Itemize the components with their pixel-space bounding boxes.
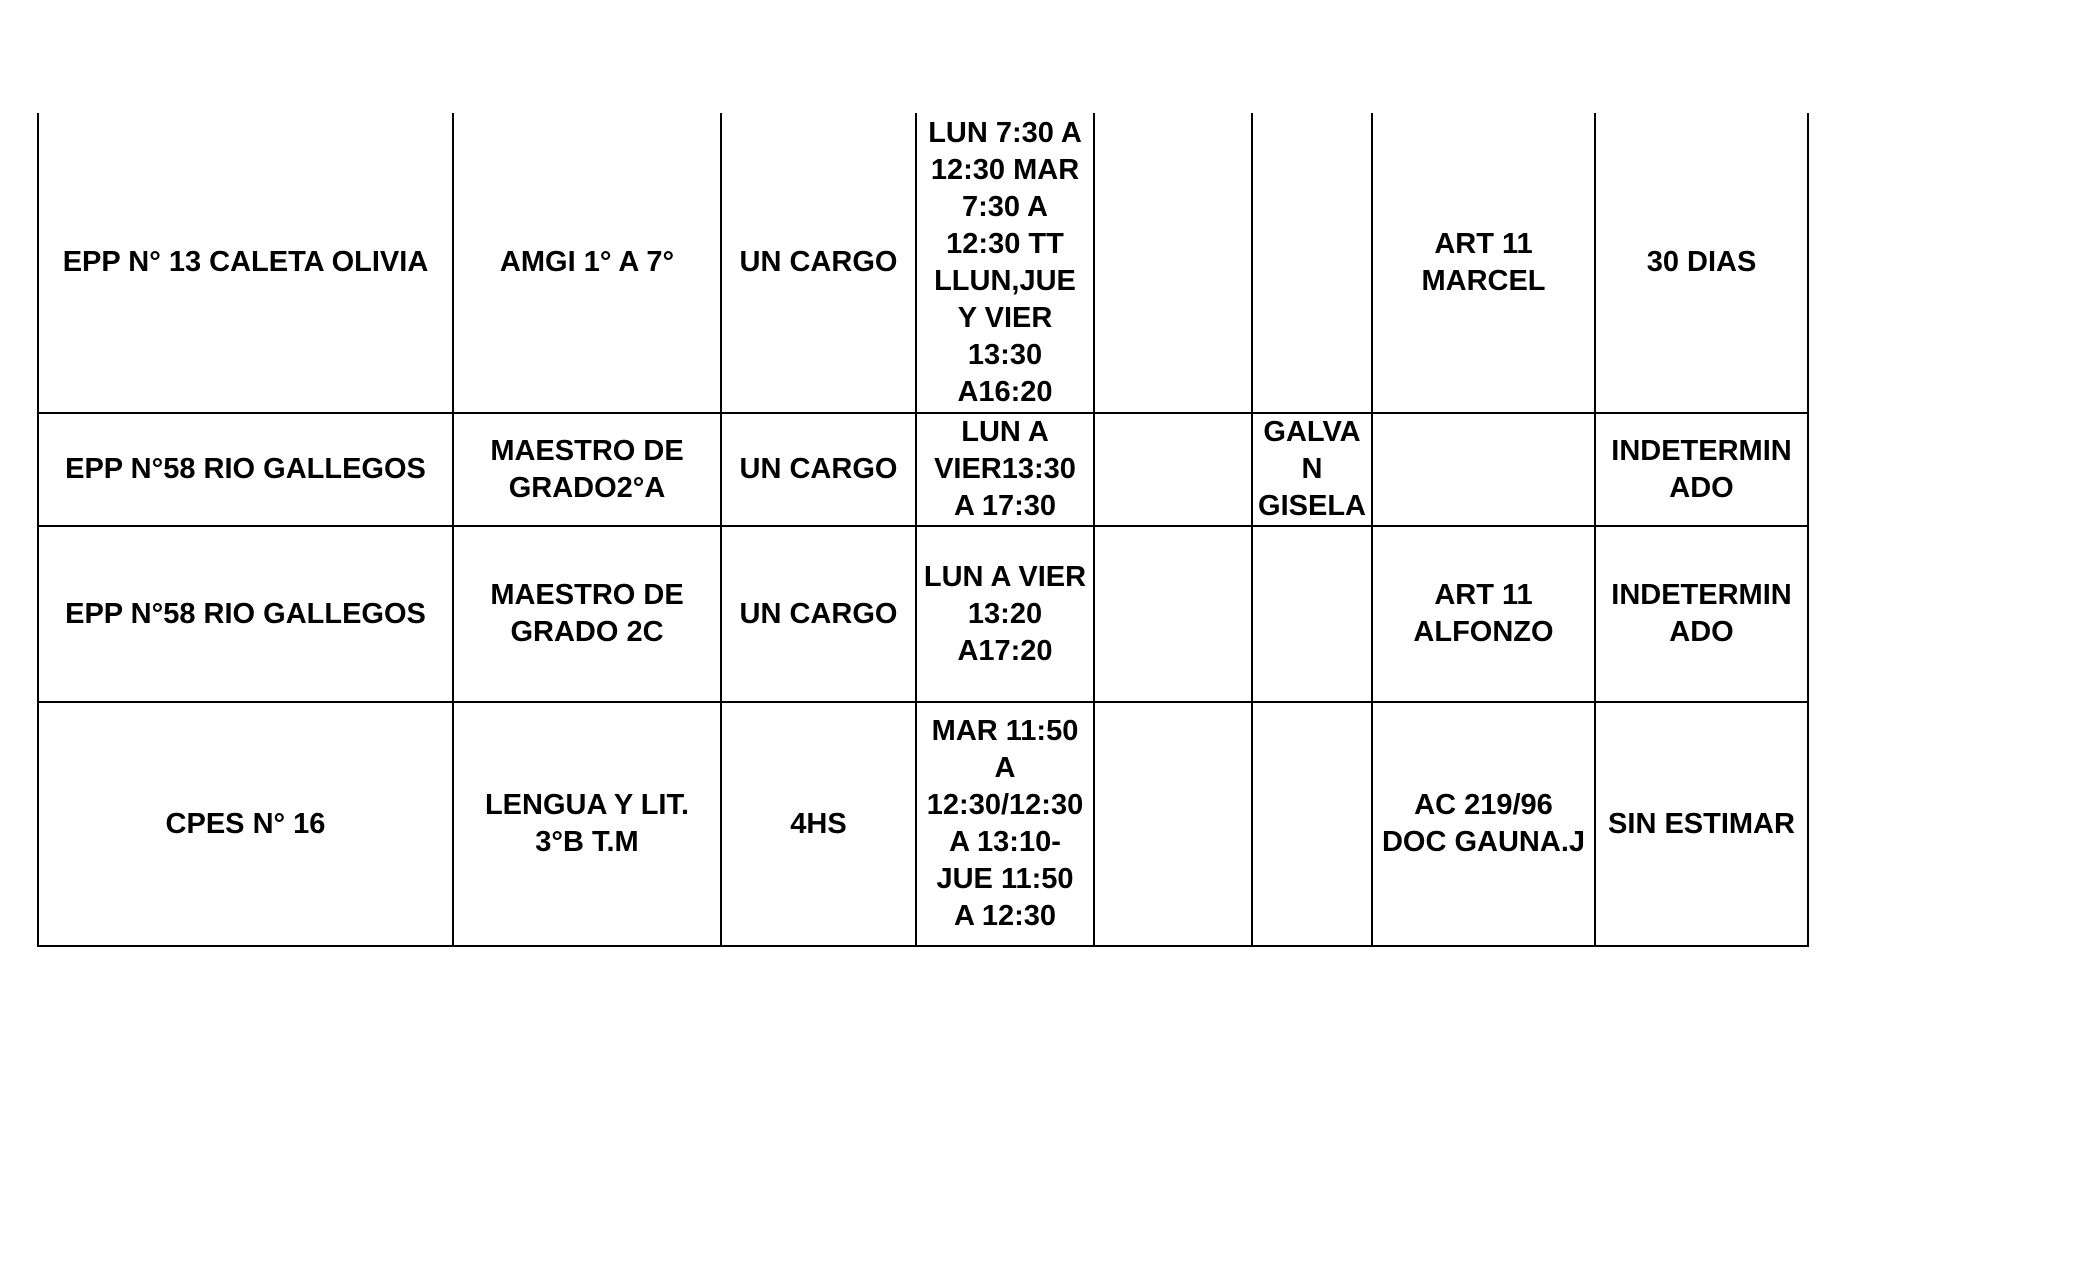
subject-cell[interactable]: MAESTRO DE GRADO 2C [453, 526, 721, 702]
school-cell[interactable]: EPP N° 13 CALETA OLIVIA [38, 113, 453, 413]
duration-cell[interactable]: INDETERMIN ADO [1595, 526, 1808, 702]
school-cell[interactable]: EPP N°58 RIO GALLEGOS [38, 413, 453, 526]
table-row [38, 413, 1808, 526]
reason-cell[interactable]: AC 219/96 DOC GAUNA.J [1372, 702, 1595, 946]
duration-cell[interactable]: SIN ESTIMAR [1595, 702, 1808, 946]
duration-cell[interactable]: INDETERMIN ADO [1595, 413, 1808, 526]
empty-cell[interactable] [1094, 413, 1252, 526]
empty-cell[interactable] [1094, 113, 1252, 413]
empty-cell[interactable] [1094, 526, 1252, 702]
holder-cell[interactable]: GALVA N GISELA [1252, 413, 1372, 526]
empty-cell[interactable] [1094, 702, 1252, 946]
school-cell[interactable]: EPP N°58 RIO GALLEGOS [38, 526, 453, 702]
reason-cell[interactable] [1372, 413, 1595, 526]
school-cell[interactable]: CPES N° 16 [38, 702, 453, 946]
subject-cell[interactable]: AMGI 1° A 7° [453, 113, 721, 413]
schedule-table [37, 113, 1809, 947]
holder-cell[interactable] [1252, 113, 1372, 413]
table-row [38, 526, 1808, 702]
reason-cell[interactable]: ART 11 MARCEL [1372, 113, 1595, 413]
subject-cell[interactable]: MAESTRO DE GRADO2°A [453, 413, 721, 526]
table-row [38, 113, 1808, 413]
workload-cell[interactable]: UN CARGO [721, 526, 916, 702]
duration-cell[interactable]: 30 DIAS [1595, 113, 1808, 413]
workload-cell[interactable]: UN CARGO [721, 413, 916, 526]
table-row [38, 702, 1808, 946]
schedule-cell[interactable]: LUN 7:30 A 12:30 MAR 7:30 A 12:30 TT LLUN,JUE Y VIER 13:30 A16:20 [916, 113, 1094, 413]
reason-cell[interactable]: ART 11 ALFONZO [1372, 526, 1595, 702]
workload-cell[interactable]: UN CARGO [721, 113, 916, 413]
schedule-cell[interactable]: MAR 11:50 A 12:30/12:30 A 13:10- JUE 11:50 A 12:30 [916, 702, 1094, 946]
holder-cell[interactable] [1252, 702, 1372, 946]
workload-cell[interactable]: 4HS [721, 702, 916, 946]
subject-cell[interactable]: LENGUA Y LIT. 3°B T.M [453, 702, 721, 946]
schedule-cell[interactable]: LUN A VIER13:30 A 17:30 [916, 413, 1094, 526]
holder-cell[interactable] [1252, 526, 1372, 702]
schedule-cell[interactable]: LUN A VIER 13:20 A17:20 [916, 526, 1094, 702]
